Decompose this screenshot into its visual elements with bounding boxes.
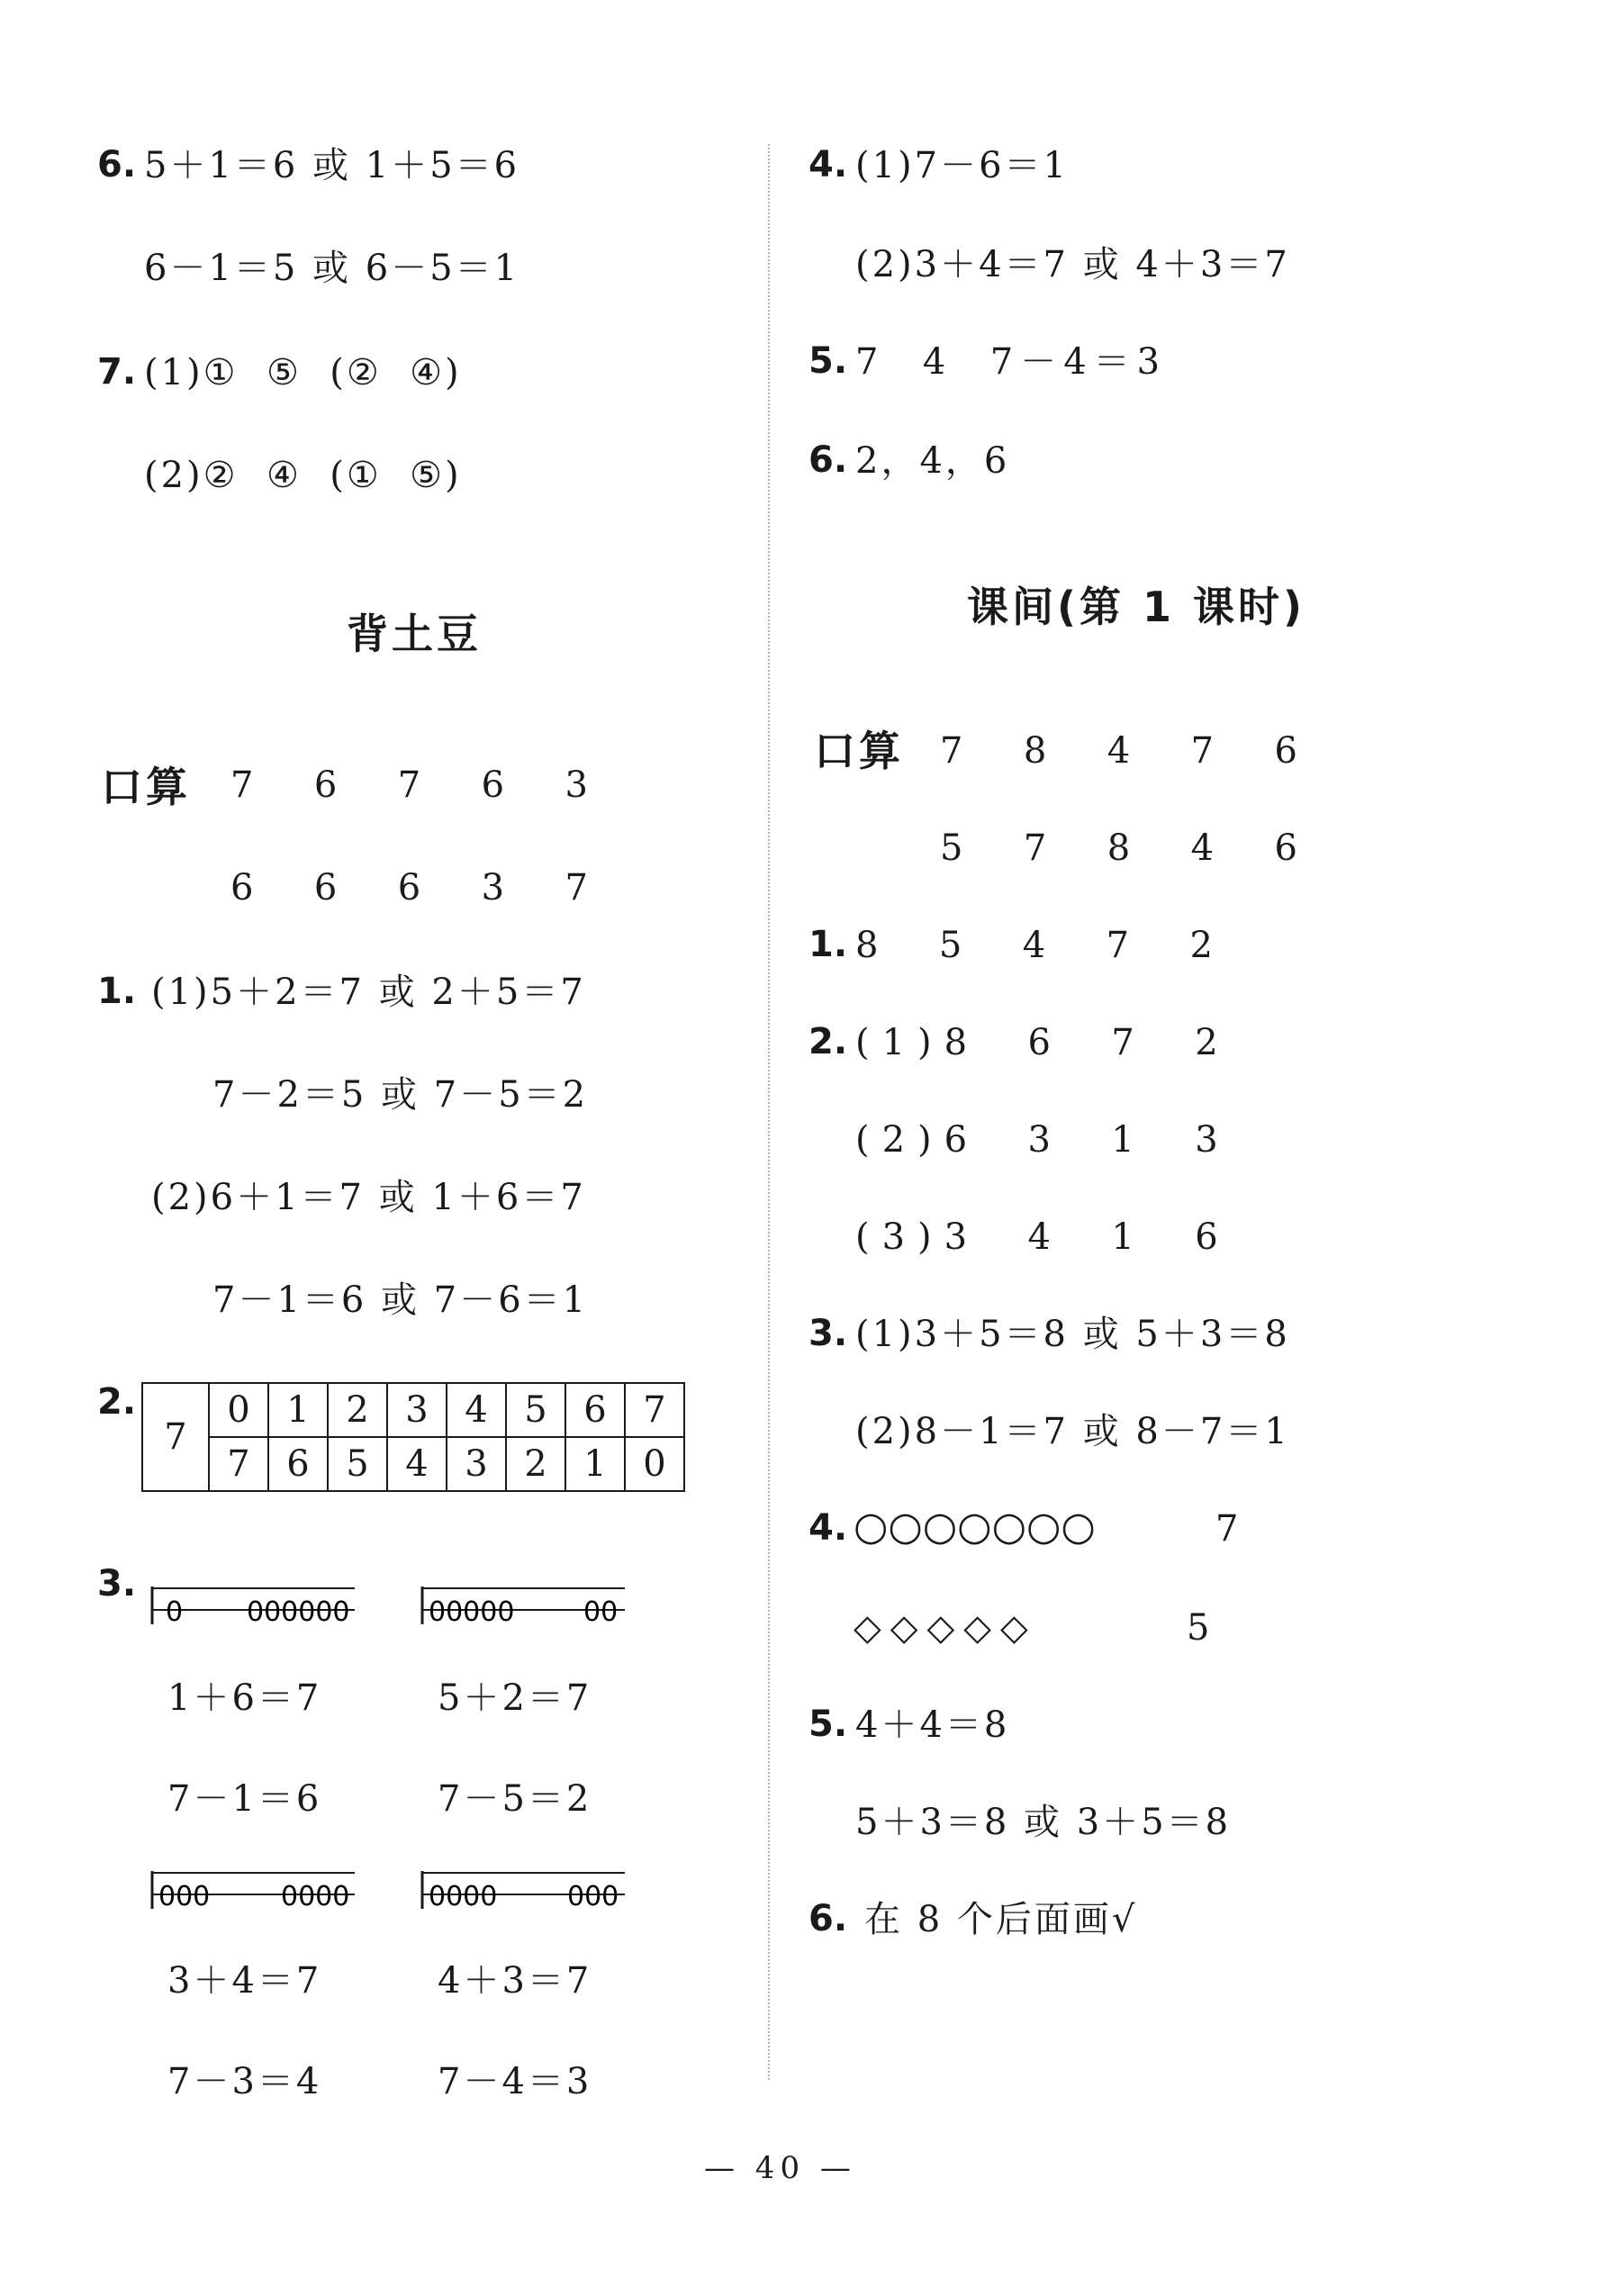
abacus-2-left-beads: 00000 (429, 1596, 515, 1626)
q1-line4: 7－1＝6 或 7－6＝1 (212, 1279, 589, 1321)
section-title-beitudou: 背土豆 (347, 610, 482, 658)
q2-top-cell: 4 (447, 1383, 506, 1437)
r-q5-number: 5. (808, 340, 848, 382)
q2-top-cell: 5 (506, 1383, 565, 1437)
q3-eq-8: 7－4＝3 (438, 2061, 592, 2102)
r-a3-line1: (1)3＋5＝8 或 5＋3＝8 (855, 1314, 1290, 1355)
q2-bottom-cell: 4 (387, 1437, 447, 1491)
q2-top-cell: 1 (268, 1383, 328, 1437)
q2-bottom-cell: 2 (506, 1437, 565, 1491)
abacus-3 (149, 1866, 358, 1911)
kousuan-row2-left: 6 6 6 3 7 (230, 867, 601, 908)
r-a1-number: 1. (808, 924, 848, 965)
q3-eq-7: 7－3＝4 (167, 2061, 322, 2102)
column-divider (768, 144, 770, 2080)
q2-top-cell: 0 (209, 1383, 268, 1437)
q2-top-cell: 2 (328, 1383, 387, 1437)
q3-eq-1: 1＋6＝7 (167, 1677, 322, 1719)
q2-bottom-cell: 3 (447, 1437, 506, 1491)
abacus-1-right-beads: 000000 (247, 1596, 350, 1626)
abacus-2 (420, 1581, 628, 1626)
kousuan-row2-right: 5 7 8 4 6 (940, 827, 1310, 869)
q2-bottom-cell: 7 (209, 1437, 268, 1491)
q3-eq-4: 7－5＝2 (438, 1778, 592, 1820)
r-a2-number: 2. (808, 1021, 848, 1062)
r-q4-number: 4. (808, 144, 848, 185)
abacus-4-left-beads: 0000 (429, 1881, 498, 1911)
r-a4-diamonds: ◇◇◇◇◇ (854, 1607, 1037, 1649)
q7-line1: (1)① ⑤ (② ④) (144, 352, 462, 393)
q1-line3: (2)6＋1＝7 或 1＋6＝7 (151, 1177, 586, 1218)
r-a6-number: 6. (808, 1898, 848, 1939)
q1-line1: (1)5＋2＝7 或 2＋5＝7 (151, 972, 586, 1013)
r-a4-diamonds-count: 5 (1187, 1607, 1213, 1649)
kousuan-label-left: 口算 (101, 763, 191, 811)
r-a2-line3: (3)3 4 1 6 (855, 1216, 1231, 1258)
q2-bottom-cell: 0 (625, 1437, 684, 1491)
q2-number: 2. (97, 1381, 137, 1423)
q1-number: 1. (97, 971, 137, 1012)
q3-eq-3: 7－1＝6 (167, 1778, 322, 1820)
page-number: — 40 — (704, 2150, 856, 2186)
r-q4-line1: (1)7－6＝1 (855, 145, 1070, 186)
q3-number: 3. (97, 1563, 137, 1604)
kousuan-row1-left: 7 6 7 6 3 (230, 764, 601, 806)
r-a5-line2: 5＋3＝8 或 3＋5＝8 (855, 1802, 1232, 1843)
q1-line2: 7－2＝5 或 7－5＝2 (212, 1074, 589, 1116)
q6-number: 6. (97, 144, 137, 185)
r-a4-number: 4. (808, 1507, 848, 1549)
r-a2-line1: (1)8 6 7 2 (855, 1022, 1231, 1063)
r-a5-number: 5. (808, 1704, 848, 1745)
r-a3-number: 3. (808, 1313, 848, 1354)
r-q6-line1: 2，4，6 (855, 440, 1010, 482)
q7-number: 7. (97, 351, 137, 393)
abacus-4-right-beads: 000 (567, 1881, 619, 1911)
r-q4-line2: (2)3＋4＝7 或 4＋3＝7 (855, 244, 1290, 285)
r-a5-line1: 4＋4＝8 (855, 1704, 1010, 1746)
q2-bottom-cell: 6 (268, 1437, 328, 1491)
r-q6-number: 6. (808, 439, 848, 481)
abacus-1 (149, 1581, 358, 1626)
q2-bottom-cell: 5 (328, 1437, 387, 1491)
q2-top-cell: 7 (625, 1383, 684, 1437)
section-title-kejian: 课间(第 1 课时) (967, 583, 1306, 631)
q2-table-head: 7 (142, 1383, 209, 1491)
abacus-1-left-beads: 0 (166, 1596, 184, 1626)
abacus-2-right-beads: 00 (583, 1596, 619, 1626)
abacus-3-left-beads: 000 (158, 1881, 211, 1911)
q3-eq-6: 4＋3＝7 (438, 1960, 592, 2002)
abacus-4 (420, 1866, 628, 1911)
q3-eq-5: 3＋4＝7 (167, 1960, 322, 2002)
q7-line2: (2)② ④ (① ⑤) (144, 455, 462, 496)
r-a6-line1: 在 8 个后面画√ (864, 1899, 1138, 1940)
r-a2-line2: (2)6 3 1 3 (855, 1119, 1231, 1161)
r-q5-line1: 7 4 7－4＝3 (855, 341, 1168, 383)
q6-line1: 5＋1＝6 或 1＋5＝6 (144, 145, 520, 186)
q2-top-cell: 3 (387, 1383, 447, 1437)
q2-bottom-cell: 1 (565, 1437, 625, 1491)
r-a1-line1: 8 5 4 7 2 (855, 925, 1225, 966)
r-a3-line2: (2)8－1＝7 或 8－7＝1 (855, 1411, 1290, 1452)
q6-line2: 6－1＝5 或 6－5＝1 (144, 248, 520, 289)
abacus-3-right-beads: 0000 (281, 1881, 350, 1911)
q2-top-cell: 6 (565, 1383, 625, 1437)
r-a4-circles: ○○○○○○○ (854, 1504, 1096, 1550)
r-a4-circles-count: 7 (1215, 1508, 1242, 1550)
q3-eq-2: 5＋2＝7 (438, 1677, 592, 1719)
kousuan-row1-right: 7 8 4 7 6 (940, 730, 1310, 772)
q2-table (141, 1382, 685, 1492)
kousuan-label-right: 口算 (814, 727, 904, 775)
